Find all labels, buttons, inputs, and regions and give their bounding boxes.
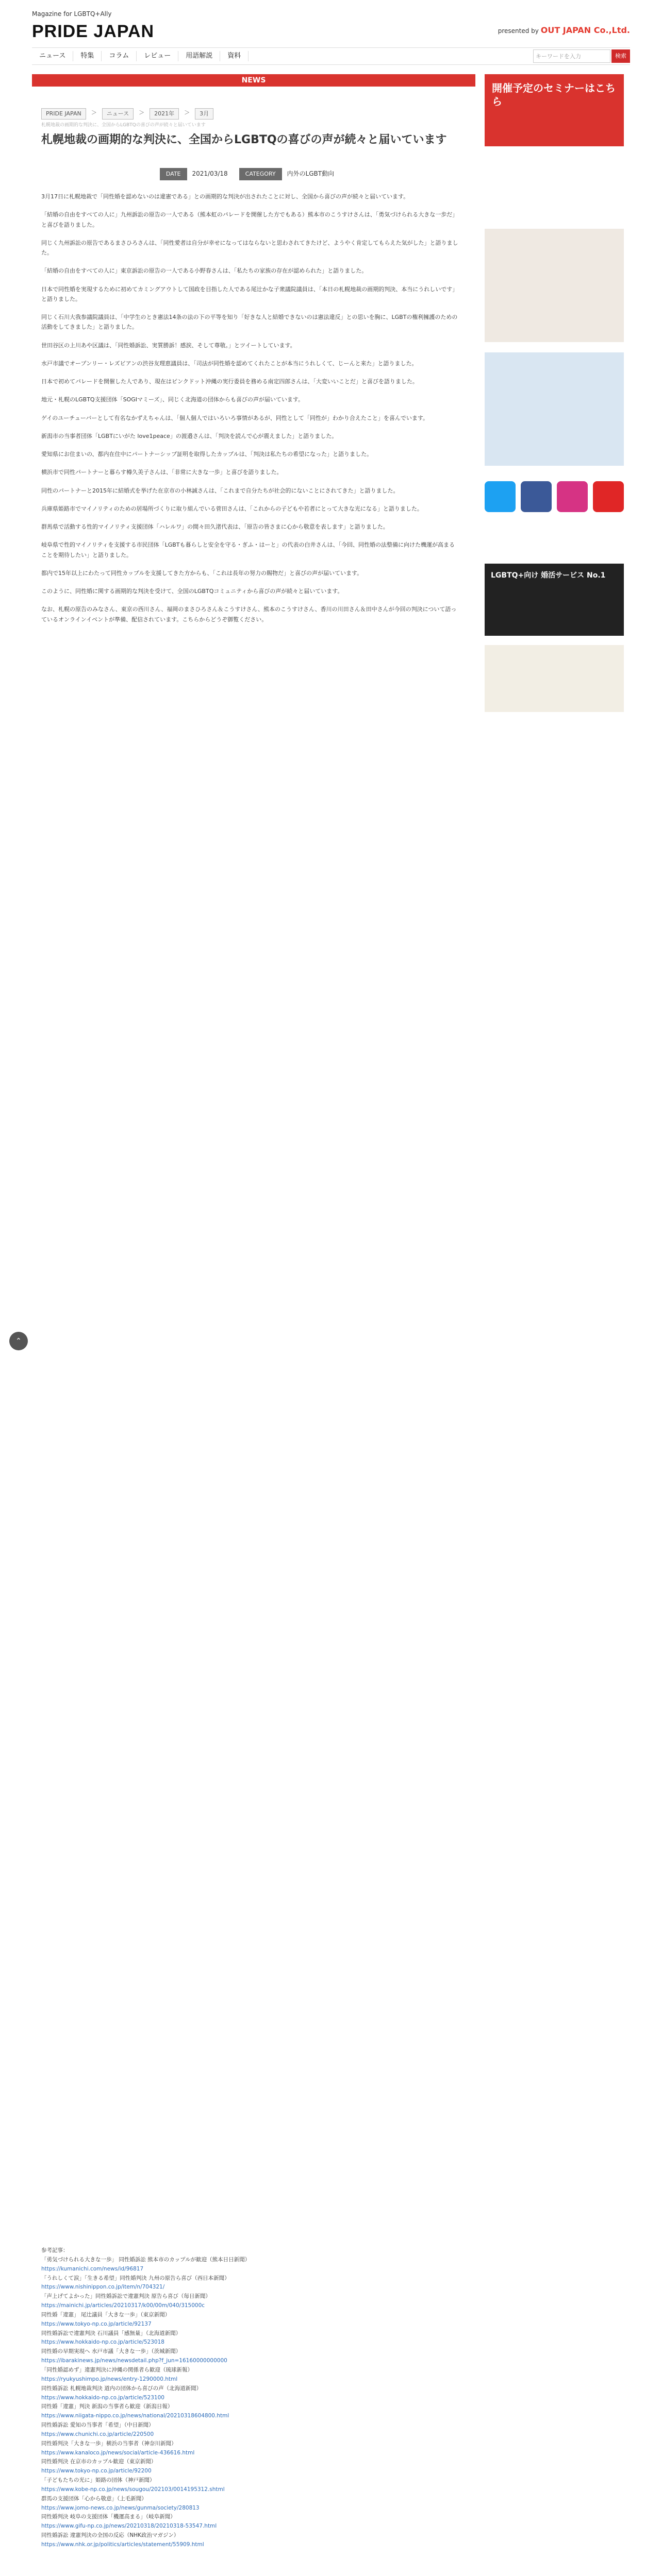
seminar-banner-title: 開催予定のセミナーはこちら <box>492 82 616 108</box>
reference-title: 「うれしくて涙」「生きる希望」同性婚判決 九州の原告ら喜び（西日本新聞） <box>41 2275 230 2281</box>
reference-title: 同性婚判決 岐阜の支援団体「機運高まる」（岐阜新聞） <box>41 2514 176 2520</box>
seminar-banner[interactable] <box>485 74 624 146</box>
paragraph: 日本で初めてパレードを開催した人であり、現在はピンクドット沖縄の実行委員を務める南定四郎さんは、「大変いいことだ」と喜びを語りました。 <box>41 378 418 385</box>
reference-link[interactable]: https://www.kanaloco.jp/news/social/article-436616.html <box>41 2449 195 2456</box>
paragraph: 同性のパートナーと2015年に結婚式を挙げた在京市の小林誠さんは、「これまで自分たちが社会的にないことにされてきた」と語りました。 <box>41 487 399 494</box>
nav-item-docs[interactable]: 資料 <box>220 51 249 62</box>
reference-link[interactable]: https://www.tokyo-np.co.jp/article/92137 <box>41 2320 152 2327</box>
back-to-top-button[interactable] <box>9 1332 28 1350</box>
section-news-bar: NEWS <box>32 74 475 87</box>
nav-item-review[interactable]: レビュー <box>137 51 178 62</box>
reference-title: 同性婚訴訟 違憲判決の全国の反応（NHK政治マガジン） <box>41 2532 179 2539</box>
paragraph: 岐阜県で性的マイノリティを支援する市民団体「LGBTも暮らしと安全を守る・ぎふ・はーと」の代表の白井さんは、「今回、同性婚の法整備に向けた機運が高まることを期待したい」と語りました。 <box>41 541 455 558</box>
paragraph: なお、札幌の原告のみなさん、東京の西川さん、福岡のまさひろさん＆こうすけさん、熊本のこうすけさん、香川の川田さん＆田中さんが今回の判決について語っているオンラインイベントが準備、配信されています。こちらからどうぞ御覧ください。 <box>41 606 457 623</box>
reference-link[interactable]: https://www.niigata-nippo.co.jp/news/national/20210318604800.html <box>41 2413 229 2419</box>
paragraph: 都内で15年以上にわたって同性カップルを支援してきた方からも、「これは長年の努力の賜物だ」と喜びの声が届いています。 <box>41 569 363 577</box>
presented-label: presented by <box>498 27 539 35</box>
breadcrumb-news[interactable]: ニュース <box>102 108 134 120</box>
reference-title: 同性婚「違憲」 尾辻議員「大きな一歩」（東京新聞） <box>41 2311 171 2318</box>
paragraph: 世田谷区の上川あや区議は、「同性婚訴訟、実質勝訴！感涙、そして尊敬。」とツイートしています。 <box>41 342 296 349</box>
breadcrumb-sep: ＞ <box>91 109 97 116</box>
nav-item-glossary[interactable]: 用語解説 <box>178 51 220 62</box>
breadcrumb-sep: ＞ <box>184 109 190 116</box>
reference-title: 同性婚判決 在京市のカップル歓迎（東京新聞） <box>41 2459 157 2465</box>
reference-title: 群馬の支援団体「心から敬意」（上毛新聞） <box>41 2495 147 2502</box>
article-title: 札幌地裁の画期的な判決に、全国からLGBTQの喜びの声が続々と届いています <box>41 133 447 146</box>
reference-link[interactable]: https://www.nishinippon.co.jp/item/n/704321/ <box>41 2284 165 2291</box>
paragraph: 横浜市で同性パートナーと暮らす樽久美子さんは、「非常に大きな一歩」と喜びを語りました。 <box>41 469 283 476</box>
reference-title: 同性婚訴訟で違憲判決 石川議員「感無量」（北海道新聞） <box>41 2330 181 2336</box>
reference-link[interactable]: https://www.jomo-news.co.jp/news/gunma/society/280813 <box>41 2504 200 2511</box>
nav-item-news[interactable]: ニュース <box>32 51 73 62</box>
reference-link[interactable]: https://www.chunichi.co.jp/article/220500 <box>41 2431 154 2437</box>
breadcrumb-current: 札幌地裁の画期的な判決に、全国からLGBTQの喜びの声が続々と届いています <box>41 123 206 128</box>
sidebar-image[interactable] <box>485 229 624 342</box>
reference-title: 同性婚「違憲」判決 新潟の当事者ら歓迎（新潟日報） <box>41 2403 173 2410</box>
article-category[interactable]: 内外のLGBT動向 <box>287 170 335 178</box>
reference-title: 「声上げてよかった」同性婚訴訟で違憲判決 原告ら喜び（毎日新聞） <box>41 2293 211 2300</box>
paragraph: 新潟市の当事者団体「LGBTにいがた love1peace」の渡邉さんは、「判決を読んで心が震えました」と語りました。 <box>41 432 338 439</box>
facebook-icon[interactable] <box>521 481 552 512</box>
sidebar <box>485 74 630 712</box>
reference-title: 同性婚訴訟 愛知の当事者「希望」（中日新聞） <box>41 2422 154 2429</box>
reference-link[interactable]: https://www.nhk.or.jp/politics/articles/statement/55909.html <box>41 2541 204 2548</box>
reference-link[interactable]: https://www.tokyo-np.co.jp/article/92200 <box>41 2468 152 2475</box>
paragraph: 群馬県で活動する性的マイノリティ支援団体「ハレルワ」の間々田久渚代表は、「原告の皆さまに心から敬意を表します」と語りました。 <box>41 523 389 530</box>
reference-link[interactable]: https://mainichi.jp/articles/20210317/k00/00m/040/315000c <box>41 2302 205 2309</box>
category-label: CATEGORY <box>239 168 282 180</box>
reference-title: 同性婚の早期実現へ 水戸市議「大きな一歩」（茨城新聞） <box>41 2348 181 2355</box>
paragraph: 「結婚の自由をすべての人に」東京訴訟の原告の一人である小野春さんは、「私たちの家族の存在が認められた」と語りました。 <box>41 267 368 275</box>
breadcrumb <box>41 108 213 120</box>
nav-item-column[interactable]: コラム <box>102 51 137 62</box>
site-tagline: Magazine for LGBTQ+Ally <box>32 10 112 18</box>
reference-title: 同性婚判決「大きな一歩」横浜の当事者（神奈川新聞） <box>41 2440 177 2447</box>
reference-link[interactable]: https://kumanichi.com/news/id/96817 <box>41 2265 144 2272</box>
paragraph: 3月17日に札幌地裁で「同性婚を認めないのは違憲である」との画期的な判決が出されたことに対し、全国から喜びの声が続々と届いています。 <box>41 193 409 200</box>
reference-link[interactable]: https://www.hokkaido-np.co.jp/article/523100 <box>41 2394 164 2401</box>
reference-title: 「子どもたちの光に」姫路の団体（神戸新聞） <box>41 2477 155 2484</box>
reference-title: 「勇気づけられる大きな一歩」 同性婚訴訟 熊本市のカップルが歓迎（熊本日日新聞） <box>41 2256 251 2263</box>
paragraph: このように、同性婚に関する画期的な判決を受けて、全国のLGBTQコミュニティから喜びの声が続々と届いています。 <box>41 588 343 595</box>
article-body <box>41 192 459 633</box>
paragraph: 地元・札幌のLGBTQ支援団体「SOGIマミーズ」、同じく北海道の団体からも喜びの声が届いています。 <box>41 396 304 403</box>
reference-link[interactable]: https://www.kobe-np.co.jp/news/sougou/202103/0014195312.shtml <box>41 2486 225 2493</box>
paragraph: 「結婚の自由をすべての人に」九州訴訟の原告の一人である（熊本虹のパレードを開催した方でもある）熊本市のこうすけさんは、「勇気づけられる大きな一歩だ」と喜びを語りました。 <box>41 211 458 228</box>
instagram-icon[interactable] <box>557 481 588 512</box>
paragraph: 日本で同性婚を実現するために初めてカミングアウトして国政を目指した人である尾辻かな子衆議院議員は、「本日の札幌地裁の画期的判決、本当にうれしいです」と語りました。 <box>41 285 458 302</box>
site-logo[interactable]: PRIDE JAPAN <box>32 22 155 41</box>
ad-banner[interactable]: LGBTQ+向け 婚活サービス No.1 <box>485 564 624 636</box>
twitter-icon[interactable] <box>485 481 516 512</box>
paragraph: 同じく石川大我参議院議員は、「中学生のとき憲法14条の法の下の平等を知り「好きな人と結婚できないのは憲法違反」との思いを胸に、LGBTの権利擁護のための活動をしてきました」と語りました。 <box>41 314 458 331</box>
paragraph: 同じく九州訴訟の原告であるまさひろさんは、「同性愛者は自分が幸せになってはならないと思わされてきたけど、ようやく肯定してもらえた気がした」と語りました。 <box>41 239 458 256</box>
references <box>41 2246 459 2550</box>
breadcrumb-sep: ＞ <box>139 109 145 116</box>
breadcrumb-year[interactable]: 2021年 <box>150 108 179 120</box>
breadcrumb-month[interactable]: 3月 <box>195 108 213 120</box>
presented-by[interactable] <box>498 24 630 37</box>
paragraph: ゲイのユーチューバーとして有名なかずえちゃんは、「個人個人ではいろいろ事情があるが、同性として「同性が」わかり合えたこと」を喜んでいます。 <box>41 414 428 421</box>
paragraph: 水戸市議でオープンリー・レズビアンの渋谷友理恵議員は、「司法が同性婚を認めてくれたことが本当にうれしくて、じーんと来た」と語りました。 <box>41 360 418 367</box>
reference-title: 同性婚訴訟 札幌地裁判決 道内の団体から喜びの声（北海道新聞） <box>41 2385 202 2392</box>
paragraph: 愛知県にお住まいの、都内在住中にパートナーシップ証明を取得したカップルは、「判決は私たちの希望になった」と語りました。 <box>41 451 373 457</box>
reference-title: 「同性婚認めず」違憲判決に沖縄の関係者ら歓迎（琉球新報） <box>41 2366 193 2373</box>
date-label: DATE <box>160 168 187 180</box>
article-meta <box>41 164 459 184</box>
reference-link[interactable]: https://www.hokkaido-np.co.jp/article/523018 <box>41 2339 164 2346</box>
site-header <box>0 0 662 50</box>
reference-link[interactable]: https://ibarakinews.jp/news/newsdetail.php?f_jun=16160000000000 <box>41 2358 227 2364</box>
breadcrumb-home[interactable]: PRIDE JAPAN <box>41 108 86 120</box>
social-links <box>485 481 630 512</box>
sidebar-image[interactable] <box>485 352 624 466</box>
reference-link[interactable]: https://ryukyushimpo.jp/news/entry-1290000.html <box>41 2376 178 2382</box>
search-button[interactable]: 検索 <box>611 49 630 63</box>
youtube-icon[interactable] <box>593 481 624 512</box>
reference-link[interactable]: https://www.gifu-np.co.jp/news/20210318/20210318-53547.html <box>41 2523 217 2530</box>
search-input[interactable]: キーワードを入力 <box>533 49 610 63</box>
article-date: 2021/03/18 <box>192 170 228 178</box>
references-heading: 参考記事： <box>41 2247 69 2253</box>
paragraph: 兵庫県姫路市でマイノリティのための居場所づくりに取り組んでいる菅田さんは、「これからの子どもや若者にとって大きな光になる」と語りました。 <box>41 505 423 512</box>
chevron-up-icon: ⌃ <box>15 1337 22 1345</box>
nav-item-feature[interactable]: 特集 <box>73 51 102 62</box>
ad-banner[interactable] <box>485 645 624 712</box>
brand-name: OUT JAPAN Co.,Ltd. <box>540 25 630 35</box>
